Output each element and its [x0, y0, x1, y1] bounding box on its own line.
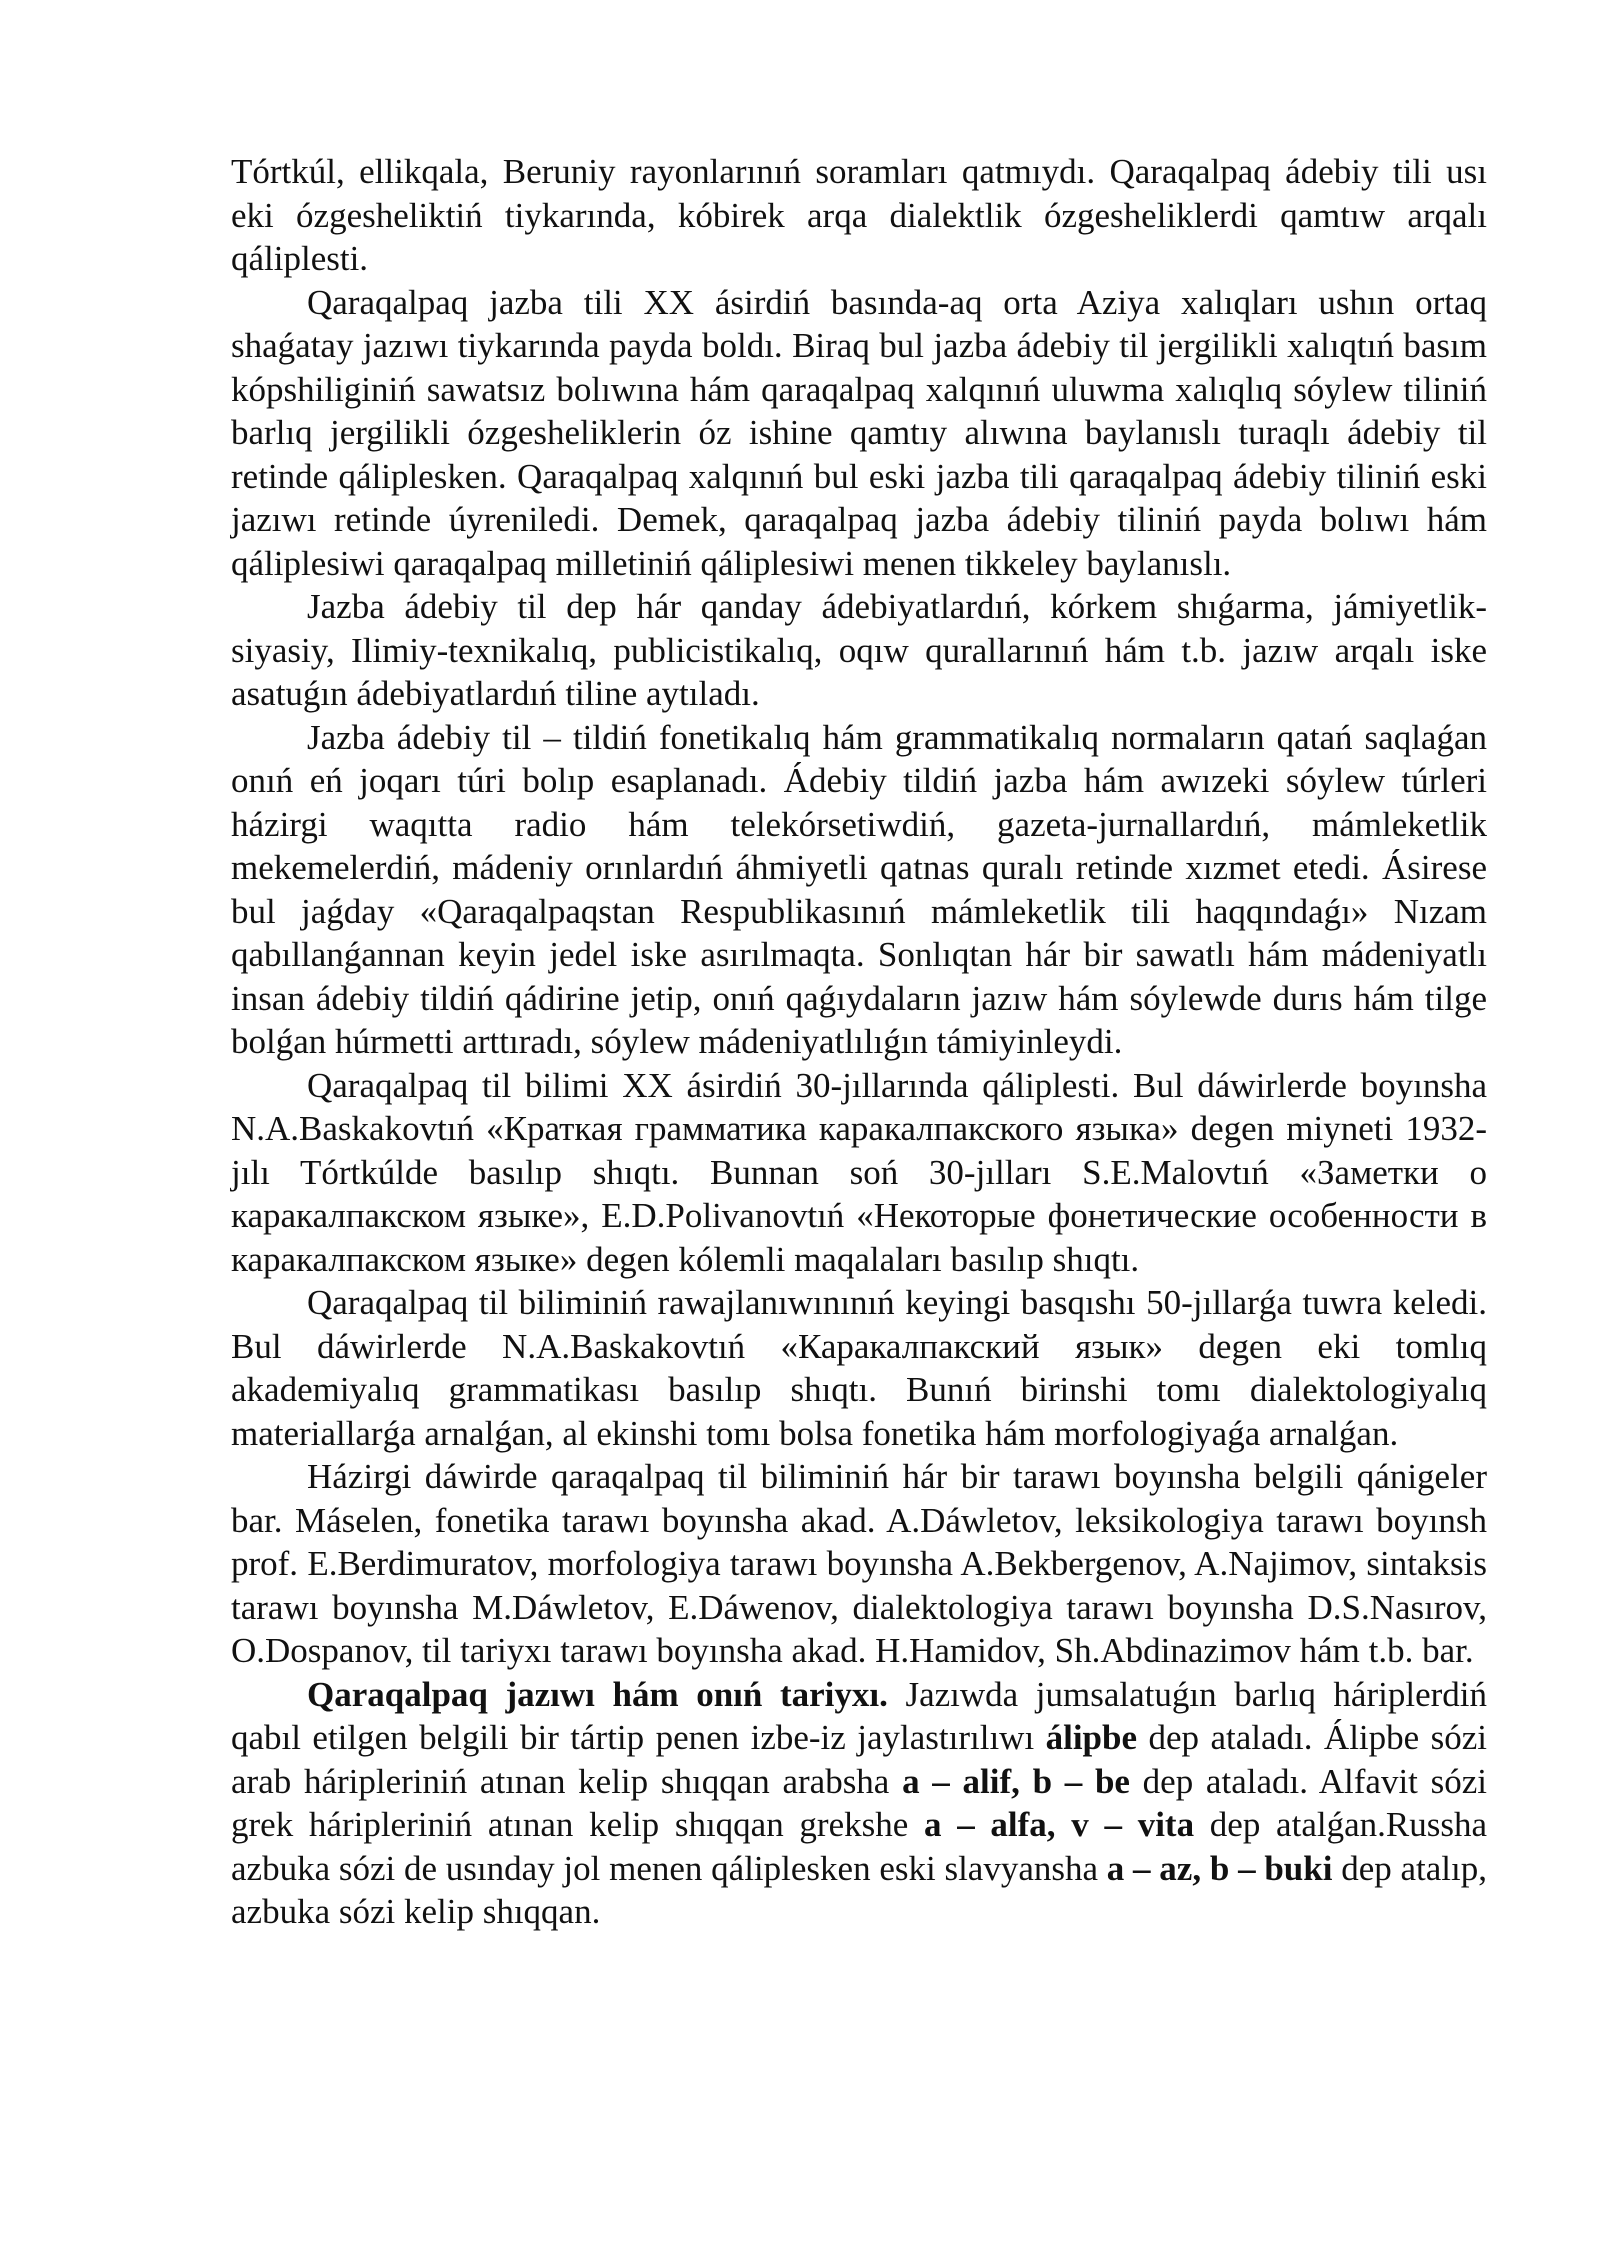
paragraph [231, 1281, 1487, 1455]
term-arabic-letters: a – alif, b – be [902, 1761, 1130, 1801]
paragraph-text: Jazıwda jumsalatuǵın barlıq háriplerdiń qabıl etilgen belgili bir tártip penen izbe-iz jaylastırılıwı [231, 1674, 1487, 1757]
paragraph [231, 1064, 1487, 1282]
paragraph-text: dep atalǵan.Russha azbuka sózi de usınday jol menen qáliplesken eski slavyansha [231, 1805, 1487, 1888]
paragraph-text: Qaraqalpaq til biliminiń rawajlanıwınınıń keyingi basqıshı 50-jıllarǵa tuwra keledi. Bul dáwirlerde N.A.Baskakovtıń «Каракалпакский язык» degen eki tomlıq akademiyalıq grammatikası basılıp shıqtı. Bunıń birinshi tomı dialektologiyalıq materiallarǵa arnalǵan, al ekinshi tomı bolsa fonetika hám morfologiyaǵa arnalǵan. [231, 1283, 1487, 1453]
paragraph [231, 716, 1487, 1064]
paragraph-text: Jazba ádebiy til – tildiń fonetikalıq hám grammatikalıq normaların qatań saqlaǵan onıń eń joqarı túri bolıp esaplanadı. Ádebiy tildiń jazba hám awızeki sóylew túrleri házirgi waqıtta radio hám telekórsetiwdiń, gazeta-jurnallardıń, mámleketlik mekemelerdiń, mádeniy orınlardıń áhmiyetli qatnas quralı retinde xızmet etedi. Ásirese bul jaǵday «Qaraqalpaqstan Respublikasınıń mámleketlik tili haqqındaǵı» Nızam qabıllanǵannan keyin jedel iske asırılmaqta. Sonlıqtan hár bir sawatlı hám mádeniyatlı insan ádebiy tildiń qádirine jetip, onıń qaǵıydaların jazıw hám sóylewde durıs hám tilge bolǵan húrmetti arttıradı, sóylew mádeniyatlılıǵın támiyinleydi. [231, 717, 1487, 1061]
paragraph-text: Qaraqalpaq jazba tili XX ásirdiń basında-aq orta Aziya xalıqları ushın ortaq shaǵatay jazıwı tiykarında payda boldı. Biraq bul jazba ádebiy til jergilikli xalıqtıń basım kópshiliginiń sawatsız bolıwına hám qaraqalpaq xalqınıń uluwma xalıqlıq sóylew tiliniń barlıq jergilikli ózgesheliklerin óz ishine qamtıy alıwına baylanıslı turaqlı ádebiy til retinde qáliplesken. Qaraqalpaq xalqınıń bul eski jazba tili qaraqalpaq ádebiy tiliniń eski jazıwı retinde úyreniledi. Demek, qaraqalpaq jazba ádebiy tiliniń payda bolıwı hám qáliplesiwi qaraqalpaq milletiniń qáliplesiwi menen tikkeley baylanıslı. [231, 282, 1487, 583]
document-page [231, 150, 1487, 1934]
paragraph [231, 150, 1487, 281]
paragraph [231, 585, 1487, 716]
term-greek-letters: a – alfa, v – vita [924, 1805, 1195, 1844]
paragraph-text: dep atalıp, azbuka sózi kelip shıqqan. [231, 1848, 1487, 1931]
term-alipbe: álipbe [1045, 1718, 1138, 1757]
paragraph [231, 281, 1487, 586]
paragraph-text: Tórtkúl, ellikqala, Beruniy rayonlarınıń soramları qatmıydı. Qaraqalpaq ádebiy tili usı eki ózgesheliktiń tiykarında, kóbirek arqa dialektlik ózgesheliklerdi qamtıw arqalı qáliplesti. [231, 152, 1487, 278]
paragraph-history [231, 1673, 1487, 1934]
term-slavic-letters: a – az, b – buki [1106, 1848, 1333, 1888]
paragraph [231, 1455, 1487, 1673]
paragraph-text: Jazba ádebiy til dep hár qanday ádebiyatlardıń, kórkem shıǵarma, jámiyetlik-siyasiy, Ilimiy-texnikalıq, publicistikalıq, oqıw qurallarınıń hám t.b. jazıw arqalı iske asatuǵın ádebiyatlardıń tiline aytıladı. [231, 587, 1487, 713]
paragraph-text: dep ataladı. Álipbe sózi arab háripleriniń atınan kelip shıqqan arabsha [231, 1718, 1487, 1801]
paragraph-text: dep ataladı. Alfavit sózi grek háripleriniń atınan kelip shıqqan grekshe [231, 1761, 1487, 1844]
section-heading: Qaraqalpaq jazıwı hám onıń tariyxı. [307, 1674, 888, 1714]
paragraph-text: Házirgi dáwirde qaraqalpaq til biliminiń hár bir tarawı boyınsha belgili qánigeler bar. Máselen, fonetika tarawı boyınsha akad. A.Dáwletov, leksikologiya tarawı boyınsh prof. E.Berdimuratov, morfologiya tarawı boyınsha A.Bekbergenov, A.Najimov, sintaksis tarawı boyınsha M.Dáwletov, E.Dáwenov, dialektologiya tarawı boyınsha D.S.Nasırov, O.Dospanov, til tariyxı tarawı boyınsha akad. H.Hamidov, Sh.Abdinazimov hám t.b. bar. [231, 1457, 1487, 1670]
paragraph-text: Qaraqalpaq til bilimi XX ásirdiń 30-jıllarında qáliplesti. Bul dáwirlerde boyınsha N.A.Baskakovtıń «Краткая грамматика каракалпакского языка» degen miyneti 1932-jılı Tórtkúlde basılıp shıqtı. Bunnan soń 30-jılları S.E.Malovtıń «Заметки о каракалпакском языке», E.D.Polivanovtıń «Некоторые фонетические особенности в каракалпакском языке» degen kólemli maqalaları basılıp shıqtı. [231, 1065, 1487, 1279]
